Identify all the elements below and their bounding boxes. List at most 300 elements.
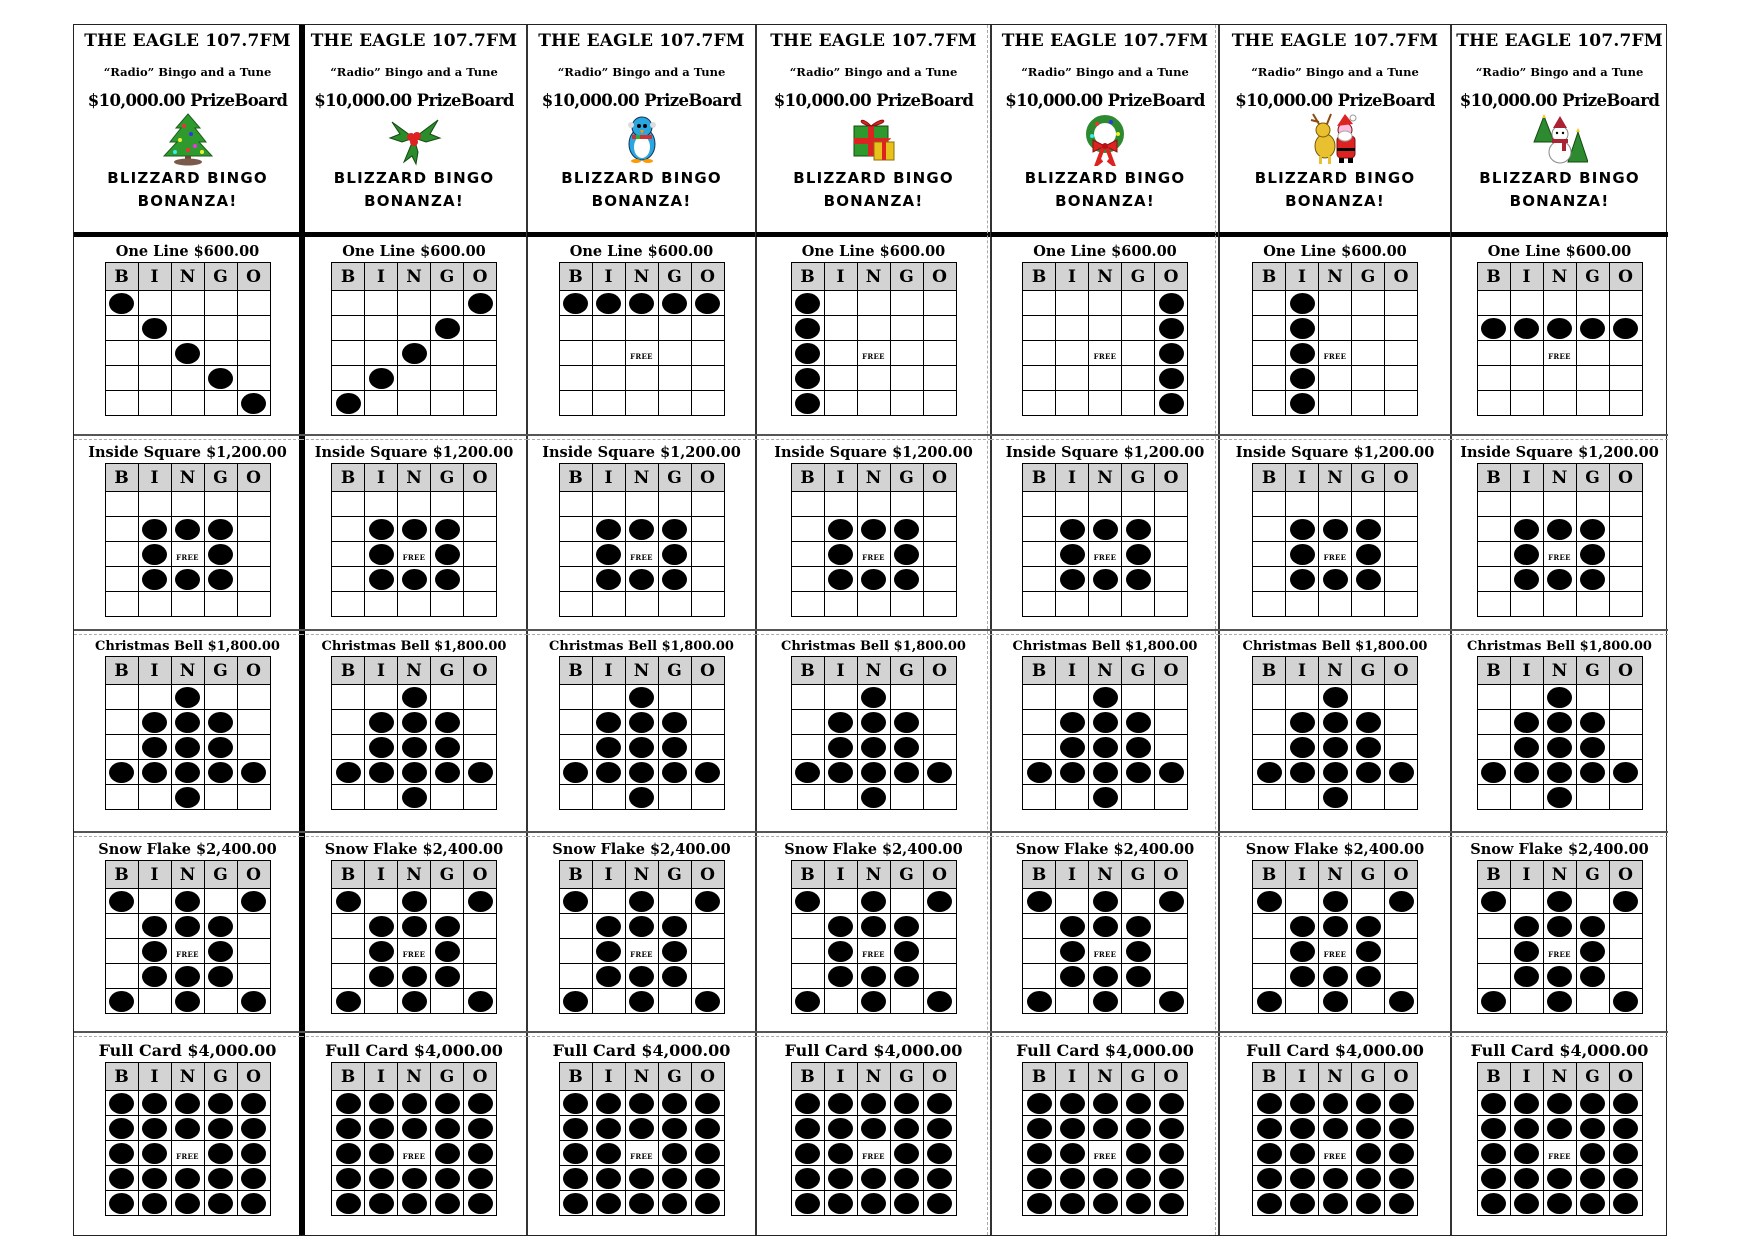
bingo-square [890, 1091, 923, 1116]
bingo-square [1286, 391, 1319, 416]
bingo-square [1155, 1141, 1188, 1166]
bingo-square [1089, 785, 1122, 810]
bingo-square [464, 542, 497, 567]
bingo-square [1286, 341, 1319, 366]
bingo-column-header: B [559, 263, 592, 291]
daub-marker-icon [369, 1093, 394, 1114]
bingo-square [923, 939, 956, 964]
daub-marker-icon [1323, 1093, 1348, 1114]
bingo-square [1385, 1191, 1418, 1216]
bingo-square [857, 760, 890, 785]
bingo-square [923, 492, 956, 517]
bingo-card-pattern [1477, 463, 1643, 617]
bingo-column-header: O [691, 657, 724, 685]
bingo-square [1253, 989, 1286, 1014]
ticket-header [74, 25, 301, 236]
bingo-square [923, 989, 956, 1014]
bingo-square [1056, 567, 1089, 592]
bingo-square [1319, 760, 1352, 785]
bingo-square [365, 341, 398, 366]
bingo-square [791, 391, 824, 416]
bingo-square [923, 1191, 956, 1216]
bingo-square [1286, 316, 1319, 341]
bingo-square [559, 735, 592, 760]
row-divider [991, 434, 1219, 436]
daub-marker-icon [208, 368, 233, 389]
daub-marker-icon [1159, 1118, 1184, 1139]
daub-marker-icon [861, 687, 886, 708]
bingo-square [824, 735, 857, 760]
bingo-square [1352, 517, 1385, 542]
bingo-square [1023, 760, 1056, 785]
bingo-square [1253, 341, 1286, 366]
daub-marker-icon [1093, 787, 1118, 808]
daub-marker-icon [894, 941, 919, 962]
daub-marker-icon [927, 991, 952, 1012]
bingo-square [625, 760, 658, 785]
daub-marker-icon [1159, 891, 1184, 912]
bingo-square [658, 964, 691, 989]
daub-marker-icon [1290, 1193, 1315, 1214]
bingo-square [1056, 592, 1089, 617]
bingo-column-header: O [1609, 861, 1642, 889]
bingo-square [1089, 1116, 1122, 1141]
bingo-ticket-column-1 [74, 25, 301, 1235]
bingo-square [398, 366, 431, 391]
bingo-square [237, 735, 270, 760]
bingo-square [890, 1191, 923, 1216]
bingo-square [1510, 366, 1543, 391]
bingo-square [204, 366, 237, 391]
bingo-square [171, 492, 204, 517]
daub-marker-icon [1613, 1143, 1638, 1164]
bingo-square [365, 889, 398, 914]
free-space-label: FREE [176, 949, 199, 959]
daub-marker-icon [1257, 891, 1282, 912]
bingo-square [559, 989, 592, 1014]
bingo-square [857, 685, 890, 710]
daub-marker-icon [1093, 1093, 1118, 1114]
promo-title-line1: BLIZZARD BINGO [793, 169, 954, 187]
bingo-square [625, 1116, 658, 1141]
daub-marker-icon [1159, 293, 1184, 314]
bingo-square [138, 341, 171, 366]
holly-icon [384, 112, 444, 166]
bingo-square [1477, 1191, 1510, 1216]
daub-marker-icon [695, 1143, 720, 1164]
bingo-square [237, 685, 270, 710]
bingo-column-header: O [1155, 263, 1188, 291]
daub-marker-icon [1389, 1143, 1414, 1164]
bingo-square [625, 592, 658, 617]
daub-marker-icon [336, 891, 361, 912]
bingo-square [658, 291, 691, 316]
bingo-square [1352, 592, 1385, 617]
bingo-square [923, 1166, 956, 1191]
bingo-square [138, 735, 171, 760]
daub-marker-icon [563, 1168, 588, 1189]
bingo-square [431, 291, 464, 316]
daub-marker-icon [662, 916, 687, 937]
bingo-square [1023, 685, 1056, 710]
bingo-square [171, 735, 204, 760]
bingo-square [1609, 964, 1642, 989]
bingo-square [1089, 735, 1122, 760]
daub-marker-icon [435, 762, 460, 783]
daub-marker-icon [1514, 1193, 1539, 1214]
bingo-square [332, 391, 365, 416]
bingo-square [824, 517, 857, 542]
bingo-square [1122, 710, 1155, 735]
daub-marker-icon [1159, 343, 1184, 364]
bingo-square [691, 1191, 724, 1216]
bingo-square [1089, 889, 1122, 914]
daub-marker-icon [435, 1193, 460, 1214]
bingo-square [1477, 1091, 1510, 1116]
daub-marker-icon [1613, 762, 1638, 783]
bingo-square [1286, 710, 1319, 735]
bingo-square [398, 592, 431, 617]
bingo-column-header: G [431, 1063, 464, 1091]
daub-marker-icon [369, 1118, 394, 1139]
bingo-square [824, 989, 857, 1014]
daub-marker-icon [109, 293, 134, 314]
daub-marker-icon [695, 891, 720, 912]
bingo-square [857, 964, 890, 989]
bingo-square [1286, 989, 1319, 1014]
daub-marker-icon [208, 544, 233, 565]
bingo-column-header: O [923, 657, 956, 685]
snowman-trees-icon [1530, 112, 1590, 166]
bingo-column-header: O [691, 1063, 724, 1091]
daub-marker-icon [109, 1168, 134, 1189]
bingo-square [204, 1191, 237, 1216]
bingo-column-header: I [1510, 464, 1543, 492]
game-block [1219, 837, 1451, 1014]
bingo-square [1385, 1141, 1418, 1166]
bingo-square [1609, 1141, 1642, 1166]
bingo-column-header: G [1576, 464, 1609, 492]
game-prize-title: One Line $600.00 [1263, 243, 1407, 260]
game-prize-title: Full Card $4,000.00 [552, 1041, 731, 1060]
bingo-column-header: G [431, 657, 464, 685]
daub-marker-icon [596, 1168, 621, 1189]
daub-marker-icon [402, 891, 427, 912]
bingo-square [1352, 492, 1385, 517]
daub-marker-icon [695, 1193, 720, 1214]
daub-marker-icon [175, 569, 200, 590]
bingo-square [365, 291, 398, 316]
bingo-square [592, 517, 625, 542]
bingo-square [1319, 291, 1352, 316]
bingo-column-header: G [204, 263, 237, 291]
bingo-square [464, 492, 497, 517]
bingo-square [1609, 291, 1642, 316]
game-block [756, 239, 991, 416]
bingo-column-header: G [890, 861, 923, 889]
bingo-square [1122, 685, 1155, 710]
bingo-square [138, 1091, 171, 1116]
free-space-label: FREE [1093, 552, 1117, 562]
bingo-square [1477, 366, 1510, 391]
daub-marker-icon [142, 318, 167, 339]
bingo-column-header: B [1477, 263, 1510, 291]
daub-marker-icon [369, 712, 394, 733]
bingo-square [204, 1166, 237, 1191]
daub-marker-icon [1257, 1143, 1282, 1164]
daub-marker-icon [1389, 762, 1414, 783]
bingo-square [1253, 710, 1286, 735]
row-divider [74, 831, 301, 833]
daub-marker-icon [662, 1193, 687, 1214]
daub-marker-icon [1580, 569, 1605, 590]
wreath-icon [1075, 112, 1135, 166]
daub-marker-icon [1290, 393, 1315, 414]
bingo-square [1286, 1141, 1319, 1166]
bingo-column-header: N [398, 657, 431, 685]
bingo-square [791, 291, 824, 316]
bingo-square [1477, 914, 1510, 939]
bingo-square [592, 316, 625, 341]
bingo-square [398, 316, 431, 341]
daub-marker-icon [1547, 762, 1572, 783]
daub-marker-icon [142, 519, 167, 540]
bingo-column-header: B [791, 1063, 824, 1091]
daub-marker-icon [208, 1193, 233, 1214]
bingo-square [1352, 989, 1385, 1014]
bingo-card-pattern [1252, 656, 1418, 810]
bingo-card-pattern [559, 1062, 725, 1216]
bingo-square [464, 517, 497, 542]
bingo-square [1477, 291, 1510, 316]
daub-marker-icon [1481, 762, 1506, 783]
bingo-column-header: N [1089, 263, 1122, 291]
daub-marker-icon [1126, 1118, 1151, 1139]
daub-marker-icon [175, 916, 200, 937]
bingo-square [857, 567, 890, 592]
daub-marker-icon [402, 916, 427, 937]
bingo-square [1089, 1091, 1122, 1116]
bingo-square [658, 592, 691, 617]
bingo-square [1609, 889, 1642, 914]
bingo-square [138, 939, 171, 964]
promo-title-line1: BLIZZARD BINGO [561, 169, 722, 187]
bingo-column-header: N [857, 1063, 890, 1091]
bingo-square [237, 914, 270, 939]
daub-marker-icon [1514, 1118, 1539, 1139]
bingo-square [658, 517, 691, 542]
daub-marker-icon [828, 1093, 853, 1114]
bingo-square [658, 1191, 691, 1216]
bingo-square [1286, 542, 1319, 567]
bingo-square [1023, 989, 1056, 1014]
daub-marker-icon [1159, 762, 1184, 783]
daub-marker-icon [1580, 544, 1605, 565]
daub-marker-icon [208, 1168, 233, 1189]
daub-marker-icon [208, 1118, 233, 1139]
daub-marker-icon [629, 916, 654, 937]
daub-marker-icon [861, 891, 886, 912]
row-divider [1219, 1031, 1451, 1033]
bingo-square [1576, 492, 1609, 517]
daub-marker-icon [142, 1143, 167, 1164]
bingo-square [365, 914, 398, 939]
bingo-square [1477, 517, 1510, 542]
daub-marker-icon [1514, 762, 1539, 783]
bingo-square [824, 492, 857, 517]
daub-marker-icon [435, 966, 460, 987]
bingo-square [1477, 567, 1510, 592]
bingo-square [1319, 492, 1352, 517]
prize-board-amount: $10,000.00 PrizeBoard [314, 91, 514, 110]
row-divider [74, 434, 301, 436]
bingo-square [890, 760, 923, 785]
bingo-square [1089, 366, 1122, 391]
bingo-square [171, 785, 204, 810]
bingo-square [431, 1141, 464, 1166]
daub-marker-icon [596, 1093, 621, 1114]
bingo-column-header: G [431, 263, 464, 291]
bingo-square [1385, 1166, 1418, 1191]
bingo-square [171, 291, 204, 316]
daub-marker-icon [1060, 966, 1085, 987]
daub-marker-icon [468, 891, 493, 912]
bingo-square [890, 291, 923, 316]
bingo-square [1056, 1191, 1089, 1216]
free-space-label: FREE [1323, 1151, 1347, 1161]
prize-board-amount: $10,000.00 PrizeBoard [1005, 91, 1205, 110]
bingo-column-header: O [1385, 1063, 1418, 1091]
bingo-square [1352, 1116, 1385, 1141]
daub-marker-icon [828, 1168, 853, 1189]
daub-marker-icon [1514, 966, 1539, 987]
bingo-square [1155, 914, 1188, 939]
bingo-square [138, 391, 171, 416]
bingo-square [1253, 914, 1286, 939]
game-block [527, 440, 756, 617]
bingo-square [138, 1191, 171, 1216]
bingo-column-header: B [791, 861, 824, 889]
bingo-column-header: O [1609, 263, 1642, 291]
bingo-square [1056, 1116, 1089, 1141]
bingo-square [398, 735, 431, 760]
tagline: “Radio” Bingo and a Tune [1021, 65, 1189, 79]
bingo-square [1056, 517, 1089, 542]
daub-marker-icon [241, 762, 266, 783]
game-prize-title: Inside Square $1,200.00 [314, 444, 514, 461]
station-name: THE EAGLE 107.7FM [1001, 31, 1209, 51]
bingo-square [658, 567, 691, 592]
bingo-square [1056, 1166, 1089, 1191]
daub-marker-icon [402, 712, 427, 733]
bingo-square [1319, 964, 1352, 989]
bingo-square [1089, 1141, 1122, 1166]
bingo-square [1576, 291, 1609, 316]
daub-marker-icon [1580, 519, 1605, 540]
daub-marker-icon [1547, 737, 1572, 758]
bingo-square [105, 1116, 138, 1141]
game-prize-title: Inside Square $1,200.00 [1460, 444, 1659, 461]
bingo-column-header: N [398, 861, 431, 889]
daub-marker-icon [1514, 318, 1539, 339]
bingo-square [1056, 785, 1089, 810]
bingo-square [791, 989, 824, 1014]
bingo-square [1023, 316, 1056, 341]
daub-marker-icon [402, 519, 427, 540]
daub-marker-icon [1093, 737, 1118, 758]
bingo-square [332, 710, 365, 735]
game-prize-title: Inside Square $1,200.00 [542, 444, 741, 461]
bingo-column-header: G [1576, 263, 1609, 291]
header-divider [527, 232, 756, 237]
bingo-column-header: N [1543, 861, 1576, 889]
game-block [756, 635, 991, 810]
game-prize-title: One Line $600.00 [1487, 243, 1632, 260]
bingo-square [1122, 366, 1155, 391]
bingo-square [138, 492, 171, 517]
bingo-column-header: N [625, 861, 658, 889]
bingo-square [1319, 341, 1352, 366]
bingo-square [857, 735, 890, 760]
bingo-square [691, 785, 724, 810]
promo-title-line2: BONANZA! [1509, 192, 1610, 210]
daub-marker-icon [1323, 1118, 1348, 1139]
bingo-square [1253, 1141, 1286, 1166]
bingo-column-header: I [592, 1063, 625, 1091]
bingo-square [171, 989, 204, 1014]
daub-marker-icon [1126, 966, 1151, 987]
bingo-square [204, 592, 237, 617]
bingo-square [464, 1141, 497, 1166]
bingo-square [1056, 1091, 1089, 1116]
game-block [301, 440, 527, 617]
game-prize-title: Christmas Bell $1,800.00 [1242, 639, 1428, 654]
bingo-column-header: O [1155, 464, 1188, 492]
bingo-square [791, 710, 824, 735]
bingo-square [1543, 989, 1576, 1014]
game-prize-title: Snow Flake $2,400.00 [324, 841, 504, 858]
bingo-square [1609, 785, 1642, 810]
daub-marker-icon [1126, 569, 1151, 590]
daub-marker-icon [109, 762, 134, 783]
row-divider [301, 1031, 527, 1033]
bingo-column-header: B [105, 263, 138, 291]
daub-marker-icon [1356, 519, 1381, 540]
daub-marker-icon [795, 1193, 820, 1214]
daub-marker-icon [142, 1193, 167, 1214]
daub-marker-icon [175, 1193, 200, 1214]
bingo-square [1385, 592, 1418, 617]
daub-marker-icon [695, 1093, 720, 1114]
bingo-square [1576, 760, 1609, 785]
daub-marker-icon [1323, 687, 1348, 708]
bingo-square [431, 592, 464, 617]
bingo-square [1023, 291, 1056, 316]
daub-marker-icon [629, 519, 654, 540]
daub-marker-icon [241, 1168, 266, 1189]
bingo-square [1576, 964, 1609, 989]
bingo-square [890, 391, 923, 416]
bingo-square [1543, 291, 1576, 316]
daub-marker-icon [662, 966, 687, 987]
bingo-square [923, 964, 956, 989]
game-block [1451, 239, 1668, 416]
bingo-column-header: B [332, 861, 365, 889]
bingo-square [625, 291, 658, 316]
daub-marker-icon [629, 1093, 654, 1114]
bingo-square [1543, 1116, 1576, 1141]
bingo-square [1609, 391, 1642, 416]
